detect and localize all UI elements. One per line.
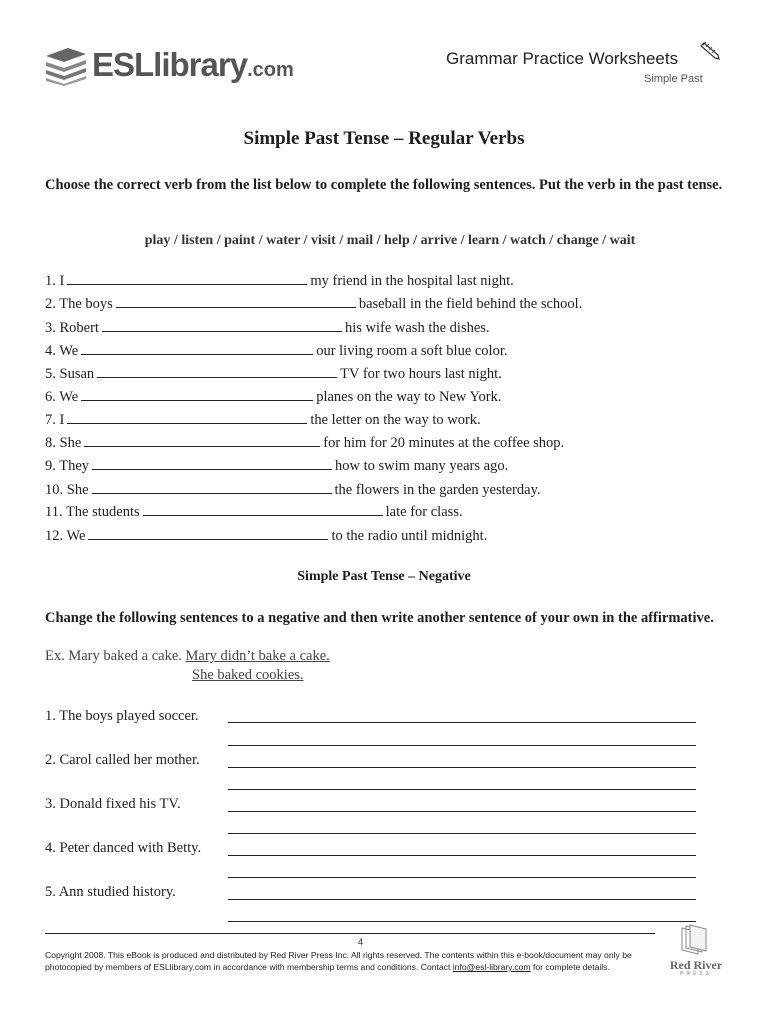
sentence-prefix: 12. We [45,528,86,544]
answer-line[interactable] [228,855,696,856]
logo-wordmark [92,46,294,84]
sentence-prefix: 3. Robert [45,320,99,336]
contact-email-link[interactable]: info@esl-library.com [452,962,531,972]
sentence-prefix: 1. I [45,273,65,289]
sentence-prefix: 8. She [45,435,82,451]
page-title: Simple Past Tense – Regular Verbs [243,128,525,149]
publisher-logo-text: Red River [669,958,723,972]
answer-blank[interactable] [67,410,307,424]
sentence-prefix: 7. I [45,412,65,428]
answer-blank[interactable] [143,502,383,516]
answer-blank[interactable] [81,341,313,355]
question-label: 3. Donald fixed his TV. [45,796,181,812]
sentence-suffix: planes on the way to New York. [316,389,502,405]
answer-blank[interactable] [92,480,332,494]
question-label: 4. Peter danced with Betty. [45,840,202,856]
sentence-row [45,526,487,545]
part2-instructions: Change the following sentences to a negative and then write another sentence of your own in the affirmative. [45,610,714,626]
answer-blank[interactable] [97,364,337,378]
sentence-prefix: 11. The students [45,504,140,520]
answer-blank[interactable] [81,387,313,401]
copyright-text: Copyright 2008. This eBook is produced and distributed by Red River Press Inc. All rights reserved. The contents within this e-book/document may only be photocopied by members of ESLlibrary.com in accordance with membership terms and conditions. Contact [45,950,632,972]
logo-suffix-text: .com [247,59,294,81]
pencil-icon [700,40,722,62]
sentence-row [45,318,490,337]
answer-blank[interactable] [67,271,307,285]
answer-blank[interactable] [84,433,320,447]
sentence-suffix: his wife wash the dishes. [344,320,490,336]
sentence-row [45,364,502,383]
sentence-suffix: the letter on the way to work. [310,412,481,428]
sentence-suffix: our living room a soft blue color. [316,343,508,359]
answer-line[interactable] [228,811,696,812]
copyright-text-end: for complete details. [530,962,610,972]
answer-blank[interactable] [88,526,328,540]
sentence-suffix: how to swim many years ago. [335,458,509,474]
question-label: 1. The boys played soccer. [45,708,199,724]
sentence-row [45,387,501,406]
esl-library-logo [44,44,294,90]
sentence-row [45,271,514,290]
verb-list: play / listen / paint / water / visit / mail / help / arrive / learn / watch / change / wait [144,233,636,248]
sentence-prefix: 9. They [45,458,90,474]
example-negative: Mary didn’t bake a cake. [185,648,330,664]
sentence-suffix: to the radio until midnight. [331,528,488,544]
sentence-suffix: TV for two hours last night. [340,366,502,382]
logo-main-text: ESLlibrary [92,46,248,83]
sentence-prefix: 5. Susan [45,366,95,382]
sentence-suffix: the flowers in the garden yesterday. [334,482,541,498]
answer-line[interactable] [228,789,696,790]
sentence-row [45,433,564,452]
example-prefix: Ex. Mary baked a cake. [45,648,182,664]
sentence-row [45,341,508,360]
answer-line[interactable] [228,899,696,900]
sentence-suffix: my friend in the hospital last night. [310,273,514,289]
series-title: Grammar Practice Worksheets [446,49,679,68]
sentence-row [45,294,582,313]
sentence-prefix: 10. She [45,482,89,498]
answer-line[interactable] [228,745,696,746]
sentence-prefix: 4. We [45,343,79,359]
books-logo-icon [44,46,88,86]
answer-line[interactable] [228,877,696,878]
copyright-notice [45,949,665,973]
example-line [45,648,330,665]
sentence-row [45,502,463,521]
sentence-prefix: 2. The boys [45,296,113,312]
sentence-row [45,456,508,475]
answer-blank[interactable] [102,318,342,332]
answer-blank[interactable] [92,456,332,470]
sentence-suffix: baseball in the field behind the school. [358,296,583,312]
sentence-suffix: late for class. [385,504,463,520]
page-number: 4 [358,937,364,947]
section-title: Simple Past Tense – Negative [297,569,471,584]
sentence-row [45,480,541,499]
series-subtitle: Simple Past [644,73,703,85]
example-affirmative: She baked cookies. [192,667,304,683]
question-label: 5. Ann studied history. [45,884,176,900]
answer-line[interactable] [228,722,696,723]
part1-instructions: Choose the correct verb from the list below to complete the following sentences. Put the verb in the past tense. [45,177,723,193]
sentence-prefix: 6. We [45,389,79,405]
question-label: 2. Carol called her mother. [45,752,200,768]
answer-line[interactable] [228,921,696,922]
sentence-suffix: for him for 20 minutes at the coffee shop. [323,435,565,451]
answer-line[interactable] [228,833,696,834]
sentence-row [45,410,481,429]
answer-line[interactable] [228,767,696,768]
answer-blank[interactable] [116,294,356,308]
publisher-logo-subtext: PRESS [680,971,712,977]
footer-divider [45,933,655,934]
